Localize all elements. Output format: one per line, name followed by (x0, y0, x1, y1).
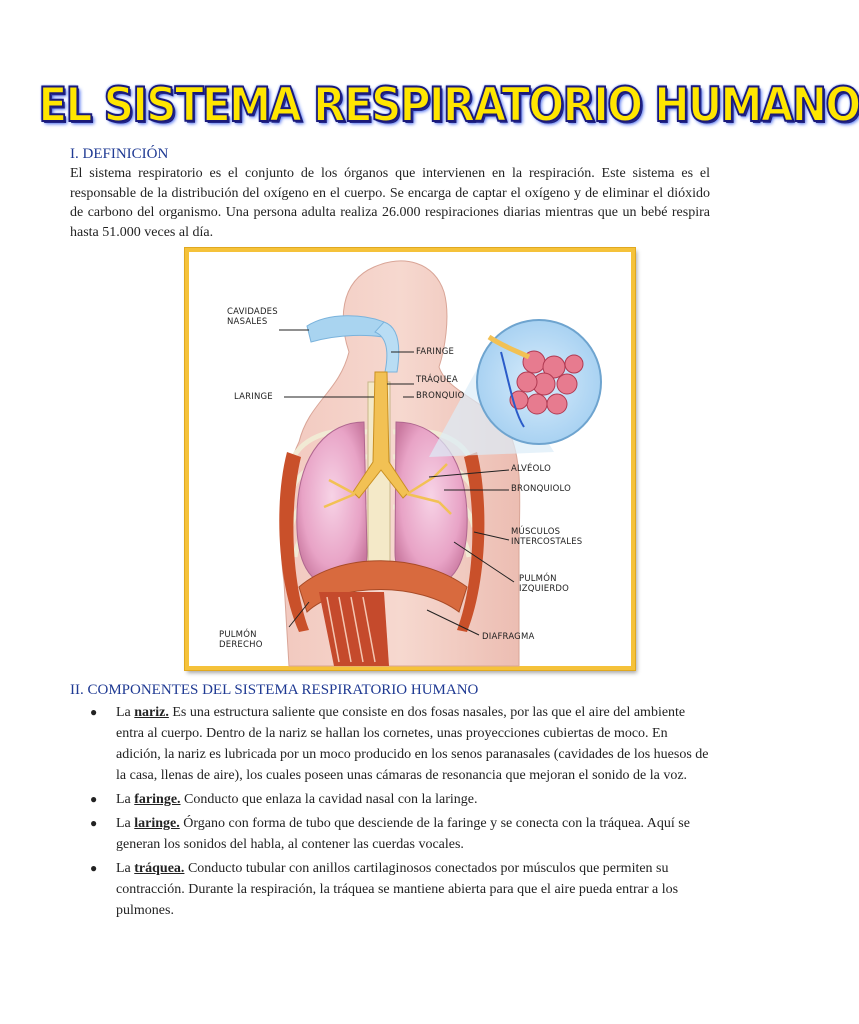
label-traquea: TRÁQUEA (416, 375, 458, 385)
list-item: ● La tráquea. Conducto tubular con anillos cartilaginosos conectados por músculos que permiten su contracción. Durante la respiración, la tráquea se mantiene abierta para que el aire pueda entrar a los pulmones. (70, 858, 710, 921)
components-list (70, 702, 710, 924)
term-traquea: tráquea. (134, 861, 185, 876)
page-title: EL SISTEMA RESPIRATORIO HUMANO (38, 78, 859, 133)
label-pulmon-derecho: PULMÓN DERECHO (219, 630, 263, 650)
label-cavidades-nasales: CAVIDADES NASALES (227, 307, 278, 327)
bullet-icon: ● (90, 792, 98, 806)
label-diafragma: DIAFRAGMA (482, 632, 535, 642)
list-item: ● La faringe. Conducto que enlaza la cavidad nasal con la laringe. (70, 789, 710, 810)
respiratory-system-figure (185, 248, 635, 670)
section-heading-definicion: I. DEFINICIÓN (70, 146, 169, 162)
label-bronquio: BRONQUIO (416, 391, 465, 401)
label-musculos-intercostales: MÚSCULOS INTERCOSTALES (511, 527, 583, 547)
section-heading-componentes: II. COMPONENTES DEL SISTEMA RESPIRATORIO HUMANO (70, 682, 479, 698)
bullet-icon: ● (90, 705, 98, 719)
bullet-icon: ● (90, 816, 98, 830)
label-bronquiolo: BRONQUIOLO (511, 484, 572, 494)
label-faringe: FARINGE (416, 347, 455, 357)
list-item: ● La laringe. Órgano con forma de tubo que desciende de la faringe y se conecta con la tráquea. Aquí se generan los sonidos del habla, al contener las cuerdas vocales. (70, 813, 710, 855)
list-item: ● La nariz. Es una estructura saliente que consiste en dos fosas nasales, por las que el aire del ambiente entra al cuerpo. Dentro de la nariz se hallan los cornetes, unas proyecciones cubiertas de moco. En adición, la nariz es lubricada por un moco producido en los senos paranasales (cavidades de los huesos de la casa, llenas de aire), los cuales poseen unas cámaras de resonancia que mejoran el sonido de la voz. (70, 702, 710, 786)
label-alveolo: ALVÉOLO (511, 464, 552, 474)
term-faringe: faringe. (134, 792, 181, 807)
term-nariz: nariz. (134, 705, 169, 720)
term-laringe: laringe. (134, 816, 180, 831)
label-pulmon-izquierdo: PULMÓN IZQUIERDO (519, 574, 570, 594)
definition-paragraph: El sistema respiratorio es el conjunto de los órganos que intervienen en la respiración. Este sistema es el responsable de la distribución del oxígeno en el cuerpo. Se encarga de captar el oxígeno y de eliminar el dióxido de carbono del organismo. Una persona adulta realiza 26.000 respiraciones diarias mientras que un bebé respira hasta 51.000 veces al día. (70, 166, 710, 240)
label-laringe: LARINGE (234, 392, 273, 402)
bullet-icon: ● (90, 861, 98, 875)
